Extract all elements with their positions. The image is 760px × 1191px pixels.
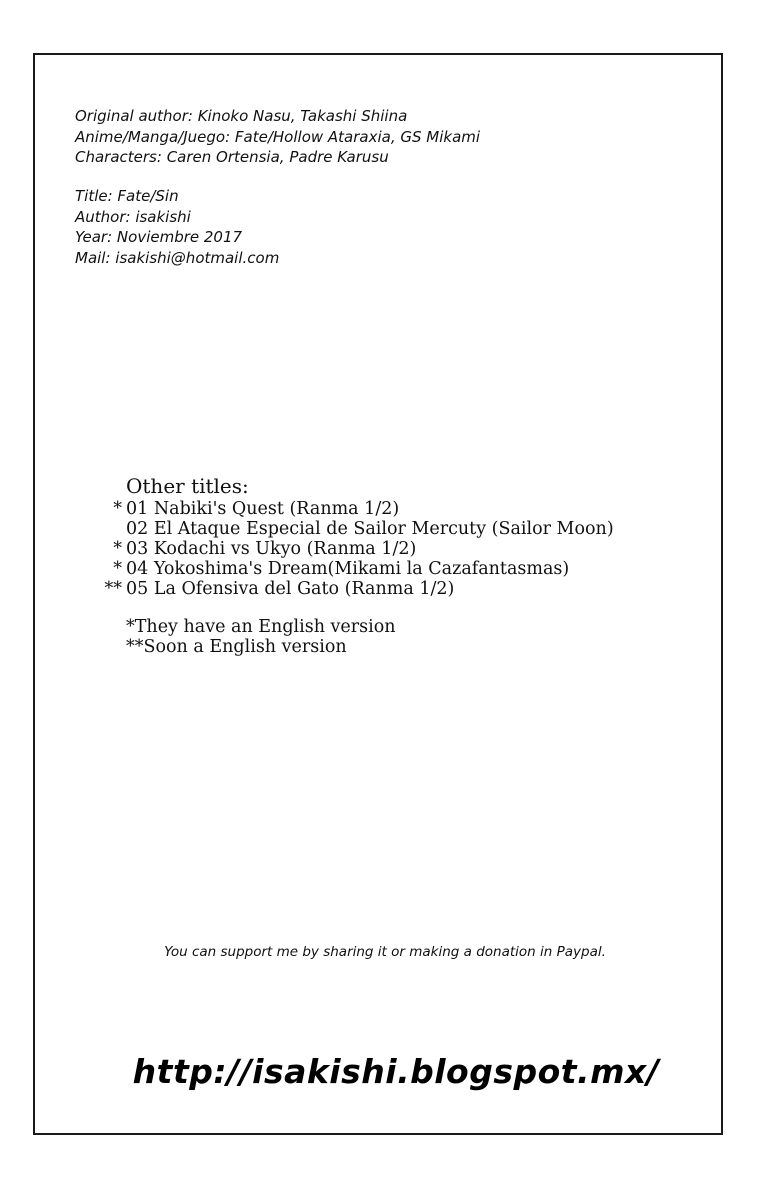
- title-marker: *: [113, 559, 122, 579]
- blog-url[interactable]: http://isakishi.blogspot.mx/: [132, 1052, 660, 1091]
- title-list-item: [60, 579, 700, 600]
- characters: Characters: Caren Ortensia, Padre Karusu: [75, 148, 389, 166]
- original-author: Original author: Kinoko Nasu, Takashi Shiina: [75, 107, 408, 125]
- work-info-block: [75, 186, 279, 268]
- title-text: 05 La Ofensiva del Gato (Ranma 1/2): [126, 579, 455, 599]
- title-text: 02 El Ataque Especial de Sailor Mercuty (Sailor Moon): [126, 519, 614, 539]
- title-list-item: [60, 519, 700, 540]
- title-marker: *: [113, 539, 122, 559]
- title-list-item: [60, 539, 700, 560]
- credits-block: [75, 106, 480, 168]
- soon-english-note: **Soon a English version: [126, 637, 347, 657]
- work-title: Title: Fate/Sin: [75, 187, 179, 205]
- title-marker: *: [113, 499, 122, 519]
- english-version-note: *They have an English version: [126, 617, 396, 637]
- anime-manga-source: Anime/Manga/Juego: Fate/Hollow Ataraxia, GS Mikami: [75, 127, 481, 146]
- title-list-item: [60, 499, 700, 520]
- title-text: 03 Kodachi vs Ukyo (Ranma 1/2): [126, 539, 417, 559]
- title-text: 01 Nabiki's Quest (Ranma 1/2): [126, 499, 400, 519]
- other-titles-heading: Other titles:: [126, 474, 249, 498]
- work-year: Year: Noviembre 2017: [75, 228, 243, 246]
- title-marker: **: [104, 579, 122, 599]
- work-mail: Mail: isakishi@hotmail.com: [75, 248, 280, 267]
- title-text: 04 Yokoshima's Dream(Mikami la Cazafantasmas): [126, 559, 570, 579]
- title-list-item: [60, 559, 700, 580]
- support-message: You can support me by sharing it or making a donation in Paypal.: [164, 944, 606, 960]
- work-author: Author: isakishi: [75, 207, 191, 226]
